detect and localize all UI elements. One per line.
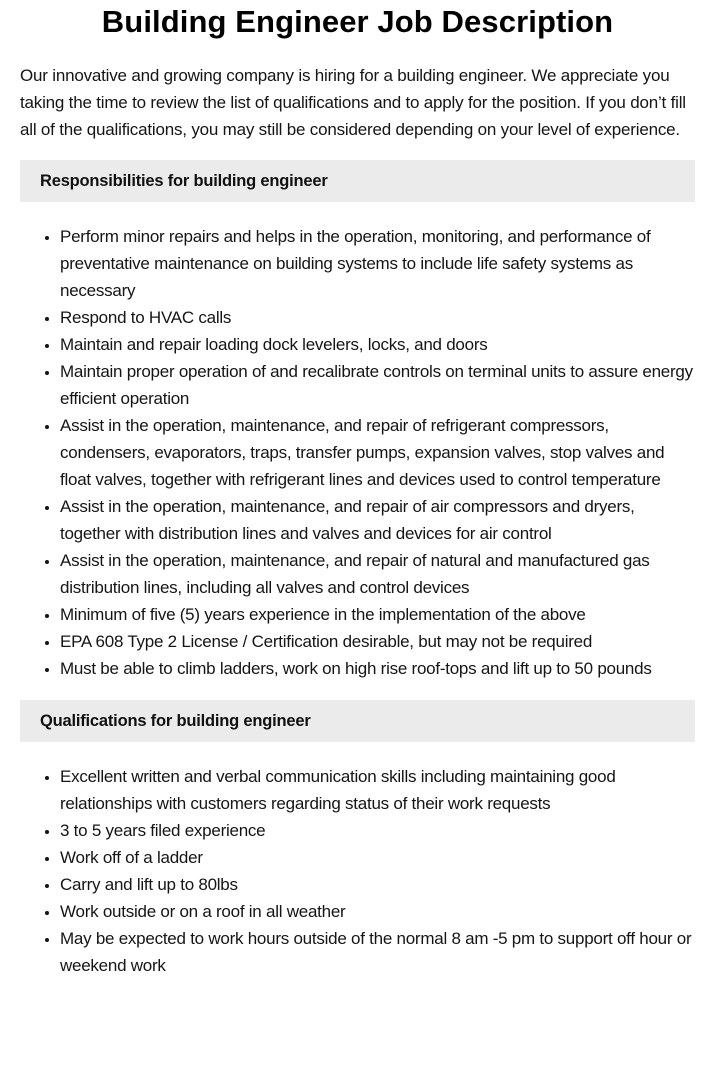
- qualifications-heading: Qualifications for building engineer: [20, 700, 695, 742]
- list-item: • 3 to 5 years filed experience: [60, 817, 695, 844]
- list-item: • Assist in the operation, maintenance, and repair of refrigerant compressors, condensers, evaporators, traps, transfer pumps, expansion valves, stop valves and float valves, together with refrigerant lines and devices used to control temperature: [60, 412, 695, 493]
- list-item: • Minimum of five (5) years experience in the implementation of the above: [60, 601, 695, 628]
- list-item: • Perform minor repairs and helps in the operation, monitoring, and performance of preventative maintenance on building systems to include life safety systems as necessary: [60, 223, 695, 304]
- qualifications-list: [20, 763, 695, 979]
- list-item: • Maintain proper operation of and recalibrate controls on terminal units to assure energy efficient operation: [60, 358, 695, 412]
- list-item: • EPA 608 Type 2 License / Certification desirable, but may not be required: [60, 628, 695, 655]
- list-item: • May be expected to work hours outside of the normal 8 am -5 pm to support off hour or weekend work: [60, 925, 695, 979]
- page-title: Building Engineer Job Description: [101, 4, 614, 39]
- list-item: • Maintain and repair loading dock levelers, locks, and doors: [60, 331, 695, 358]
- qualifications-section: [20, 700, 695, 979]
- responsibilities-heading: Responsibilities for building engineer: [20, 160, 695, 202]
- intro-paragraph: Our innovative and growing company is hiring for a building engineer. We appreciate you taking the time to review the list of qualifications and to apply for the position. If you don’t fill all of the qualifications, you may still be considered depending on your level of experience.: [20, 66, 686, 139]
- list-item: • Work outside or on a roof in all weather: [60, 898, 695, 925]
- list-item: • Must be able to climb ladders, work on high rise roof-tops and lift up to 50 pounds: [60, 655, 695, 682]
- list-item: • Assist in the operation, maintenance, and repair of air compressors and dryers, together with distribution lines and valves and devices for air control: [60, 493, 695, 547]
- list-item: • Excellent written and verbal communication skills including maintaining good relationships with customers regarding status of their work requests: [60, 763, 695, 817]
- list-item: • Work off of a ladder: [60, 844, 695, 871]
- list-item: • Assist in the operation, maintenance, and repair of natural and manufactured gas distribution lines, including all valves and control devices: [60, 547, 695, 601]
- list-item: • Respond to HVAC calls: [60, 304, 695, 331]
- responsibilities-list: [20, 223, 695, 682]
- list-item: • Carry and lift up to 80lbs: [60, 871, 695, 898]
- responsibilities-section: [20, 160, 695, 682]
